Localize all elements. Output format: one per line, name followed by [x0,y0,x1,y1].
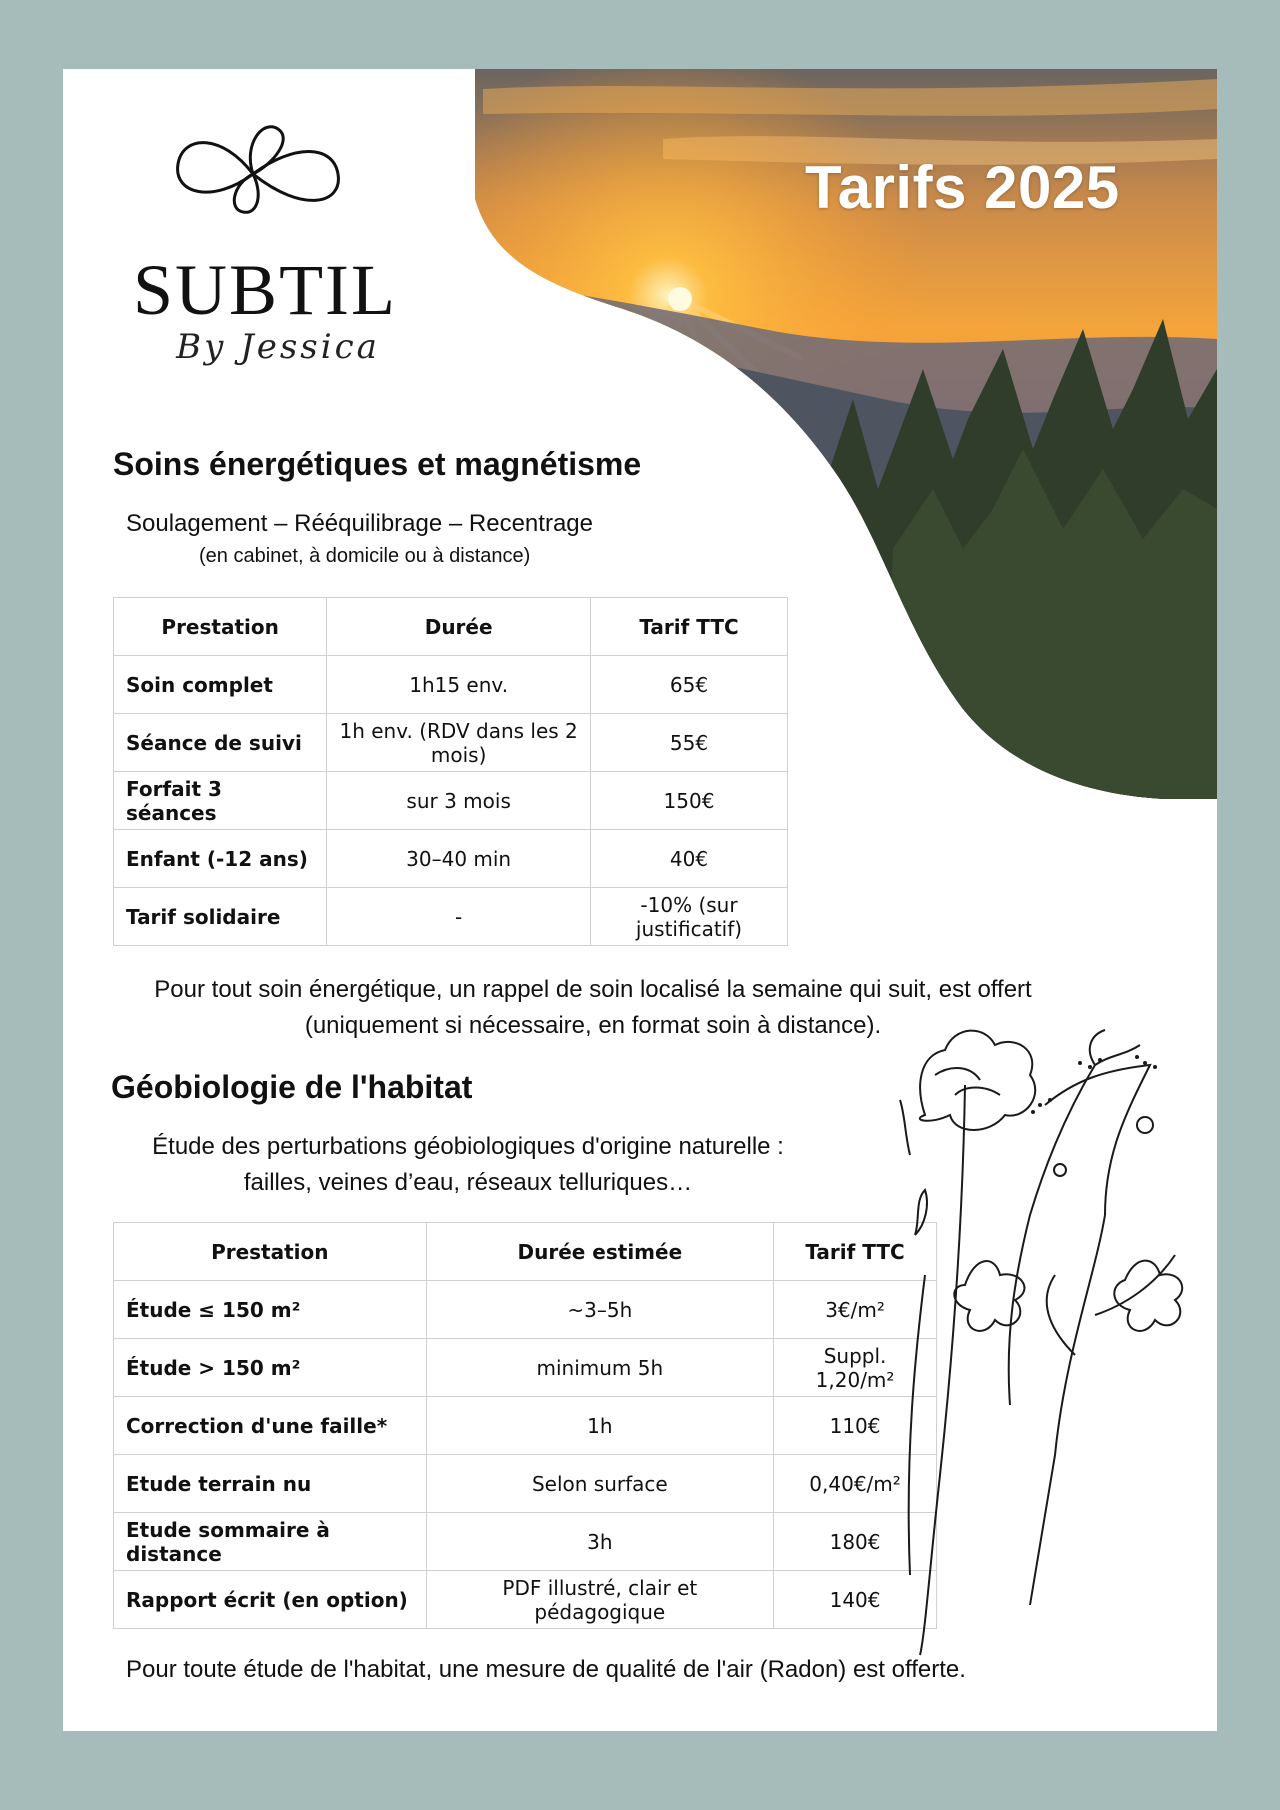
geo-subtitle-line2: failles, veines d’eau, réseaux telluriques… [243,1169,693,1196]
duration-cell: sur 3 mois [327,772,591,830]
column-header: Prestation [114,598,327,656]
duration-cell: Selon surface [426,1455,774,1513]
table-row [114,772,788,830]
prestation-cell: Etude sommaire à distance [114,1513,427,1571]
geo-heading: Géobiologie de l'habitat [111,1069,473,1105]
prestation-cell: Correction d'une faille* [114,1397,427,1455]
column-header: Prestation [114,1223,427,1281]
soins-subtitle: Soulagement – Rééquilibrage – Recentrage [126,510,593,537]
price-cell: -10% (sur justificatif) [591,888,788,946]
table-row [114,656,788,714]
prestation-cell: Séance de suivi [114,714,327,772]
geo-subtitle-line1: Étude des perturbations géobiologiques d'origine naturelle : [152,1133,784,1160]
soins-price-table [113,597,788,946]
prestation-cell: Etude terrain nu [114,1455,427,1513]
duration-cell: 1h15 env. [327,656,591,714]
table-row [114,888,788,946]
price-cell: 180€ [774,1513,937,1571]
duration-cell: minimum 5h [426,1339,774,1397]
duration-cell: 1h [426,1397,774,1455]
brand-name: SUBTIL [133,250,397,330]
price-cell: 150€ [591,772,788,830]
price-cell: 110€ [774,1397,937,1455]
soins-note-line2: (uniquement si nécessaire, en format soin à distance). [304,1012,882,1039]
prestation-cell: Rapport écrit (en option) [114,1571,427,1629]
duration-cell: 1h env. (RDV dans les 2 mois) [327,714,591,772]
geo-subtitle [63,1129,873,1201]
column-header: Tarif TTC [591,598,788,656]
duration-cell: 30–40 min [327,830,591,888]
table-row [114,714,788,772]
price-cell: 55€ [591,714,788,772]
duration-cell: - [327,888,591,946]
column-header: Durée estimée [426,1223,774,1281]
table-header-row [114,598,788,656]
brand-signature: By Jessica [176,327,380,367]
prestation-cell: Forfait 3 séances [114,772,327,830]
duration-cell: ~3–5h [426,1281,774,1339]
page-title: Tarifs 2025 [805,154,1120,221]
prestation-cell: Tarif solidaire [114,888,327,946]
column-header: Durée [327,598,591,656]
wildflowers-illustration [805,955,1255,1715]
soins-location: (en cabinet, à domicile ou à distance) [199,545,531,567]
column-header: Tarif TTC [774,1223,937,1281]
price-cell: 0,40€/m² [774,1455,937,1513]
geo-note: Pour toute étude de l'habitat, une mesure de qualité de l'air (Radon) est offerte. [126,1656,966,1683]
prestation-cell: Soin complet [114,656,327,714]
price-cell: 3€/m² [774,1281,937,1339]
price-cell: 65€ [591,656,788,714]
prestation-cell: Enfant (-12 ans) [114,830,327,888]
price-cell: Suppl. 1,20/m² [774,1339,937,1397]
duration-cell: 3h [426,1513,774,1571]
soins-note-line1: Pour tout soin énergétique, un rappel de soin localisé la semaine qui suit, est offert [154,976,1032,1003]
price-cell: 40€ [591,830,788,888]
duration-cell: PDF illustré, clair et pédagogique [426,1571,774,1629]
soins-heading: Soins énergétiques et magnétisme [113,446,642,482]
table-row [114,830,788,888]
price-cell: 140€ [774,1571,937,1629]
prestation-cell: Étude > 150 m² [114,1339,427,1397]
prestation-cell: Étude ≤ 150 m² [114,1281,427,1339]
